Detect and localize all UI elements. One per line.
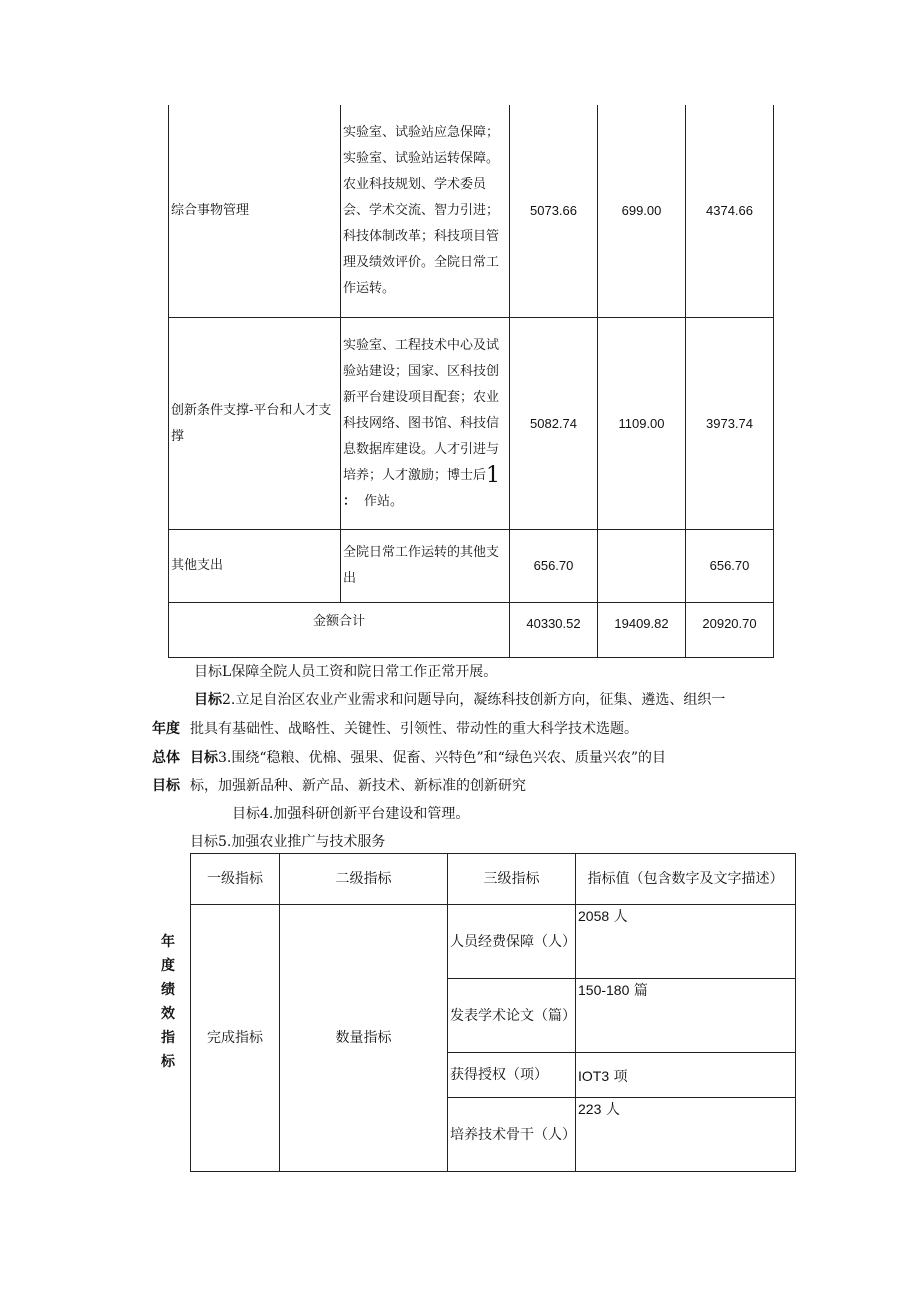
goal-4-text: 4.加强科研创新平台建设和管理。 (260, 806, 470, 822)
indicator-name: 获得授权（项） (448, 1053, 576, 1098)
header-level2: 二级指标 (280, 854, 448, 905)
goal-2-continued: 批具有基础性、战略性、关键性、引领性、带动性的重大科学技术选题。 (190, 721, 638, 737)
annual-goal-label-3: 目标 (152, 778, 180, 794)
row-value-3: 656.70 (686, 530, 774, 603)
row-name: 其他支出 (169, 530, 341, 603)
goal-5-lead: 目标 (190, 834, 218, 850)
indicator-value-number: 2058 (578, 908, 610, 924)
goal-5 (190, 832, 385, 852)
goal-2-text: 2.立足自治区农业产业需求和问题导向，凝练科技创新方向，征集、遴选、组织一 (222, 692, 726, 708)
table-row (191, 905, 796, 979)
level1-cell: 完成指标 (191, 905, 280, 1172)
indicator-value (576, 1098, 796, 1172)
row-description: 实验室、试验站应急保障；实验室、试验站运转保障。农业科技规划、学术委员会、学术交流、智力引进；科技体制改革；科技项目管理及绩效评价。全院日常工作运转。 (341, 105, 510, 318)
row-value-2 (598, 530, 686, 603)
goal-2 (194, 690, 725, 710)
total-label: 金额合计 (169, 603, 510, 658)
header-level1: 一级指标 (191, 854, 280, 905)
table-row (169, 105, 774, 318)
performance-side-label (158, 930, 178, 1074)
header-row (191, 854, 796, 905)
row-description-text: 实验室、工程技术中心及试验站建设；国家、区科技创新平台建设项目配套；农业科技网络、图书馆、科技信息数据库建设。人才引进与培养；人才激励；博士后 (343, 337, 500, 483)
indicator-value-unit: 人 (613, 909, 628, 925)
total-value-3: 20920.70 (686, 603, 774, 658)
total-value-2: 19409.82 (598, 603, 686, 658)
goal-3-continued: 标，加强新品种、新产品、新技术、新标准的创新研究 (190, 778, 526, 794)
row-description-tail: 作站。 (364, 493, 404, 509)
budget-table (168, 105, 774, 658)
indicator-value-number: IOT3 (578, 1067, 610, 1084)
indicator-name: 培养技术骨干（人） (448, 1098, 576, 1172)
goal-4-lead: 目标 (232, 806, 260, 822)
header-level3: 三级指标 (448, 854, 576, 905)
header-value: 指标值（包含数字及文字描述） (576, 854, 796, 905)
row-value-3: 4374.66 (686, 105, 774, 318)
indicator-value-unit: 篇 (633, 983, 648, 999)
row-value-2: 1109.00 (598, 318, 686, 530)
row-description-colon: ： (343, 493, 357, 509)
row-description-one: 1 (486, 462, 501, 488)
annual-goal-label-1: 年度 (152, 721, 180, 737)
goal-4 (232, 804, 469, 824)
row-description: 全院日常工作运转的其他支出 (341, 530, 510, 603)
row-total: 5082.74 (510, 318, 598, 530)
level2-cell: 数量指标 (280, 905, 448, 1172)
performance-side-char: 度 (161, 958, 175, 974)
row-total: 656.70 (510, 530, 598, 603)
performance-side-char: 标 (161, 1054, 175, 1070)
indicator-value-unit: 人 (605, 1102, 620, 1118)
indicator-value (576, 1053, 796, 1098)
performance-side-char: 年 (161, 934, 175, 950)
table-row (169, 318, 774, 530)
indicator-name: 人员经费保障（人） (448, 905, 576, 979)
performance-side-char: 效 (161, 1006, 175, 1022)
row-name: 综合事物管理 (169, 105, 341, 318)
indicator-value (576, 979, 796, 1053)
goal-3 (190, 748, 666, 768)
total-row (169, 603, 774, 658)
indicator-value-unit: 项 (613, 1068, 628, 1085)
table-row (169, 530, 774, 603)
indicator-name: 发表学术论文（篇） (448, 979, 576, 1053)
goal-5-text: 5.加强农业推广与技术服务 (218, 834, 386, 850)
performance-side-char: 绩 (161, 982, 175, 998)
goal-2-lead: 目标 (194, 692, 222, 708)
indicator-value-number: 150-180 (578, 982, 630, 998)
indicator-value (576, 905, 796, 979)
row-total: 5073.66 (510, 105, 598, 318)
row-name: 创新条件支撑-平台和人才支撑 (169, 318, 341, 530)
row-value-3: 3973.74 (686, 318, 774, 530)
annual-goal-label-2: 总体 (152, 750, 180, 766)
total-amount: 40330.52 (510, 603, 598, 658)
indicator-value-number: 223 (578, 1101, 602, 1117)
performance-side-char: 指 (161, 1030, 175, 1046)
goal-3-text: 3.围绕“稳粮、优棉、强果、促畜、兴特色”和“绿色兴农、质量兴农”的目 (218, 750, 666, 766)
goal-1: 目标L保障全院人员工资和院日常工作正常开展。 (194, 664, 498, 680)
row-description (341, 318, 510, 530)
row-value-2: 699.00 (598, 105, 686, 318)
performance-table (190, 853, 796, 1172)
goal-3-lead: 目标 (190, 750, 218, 766)
